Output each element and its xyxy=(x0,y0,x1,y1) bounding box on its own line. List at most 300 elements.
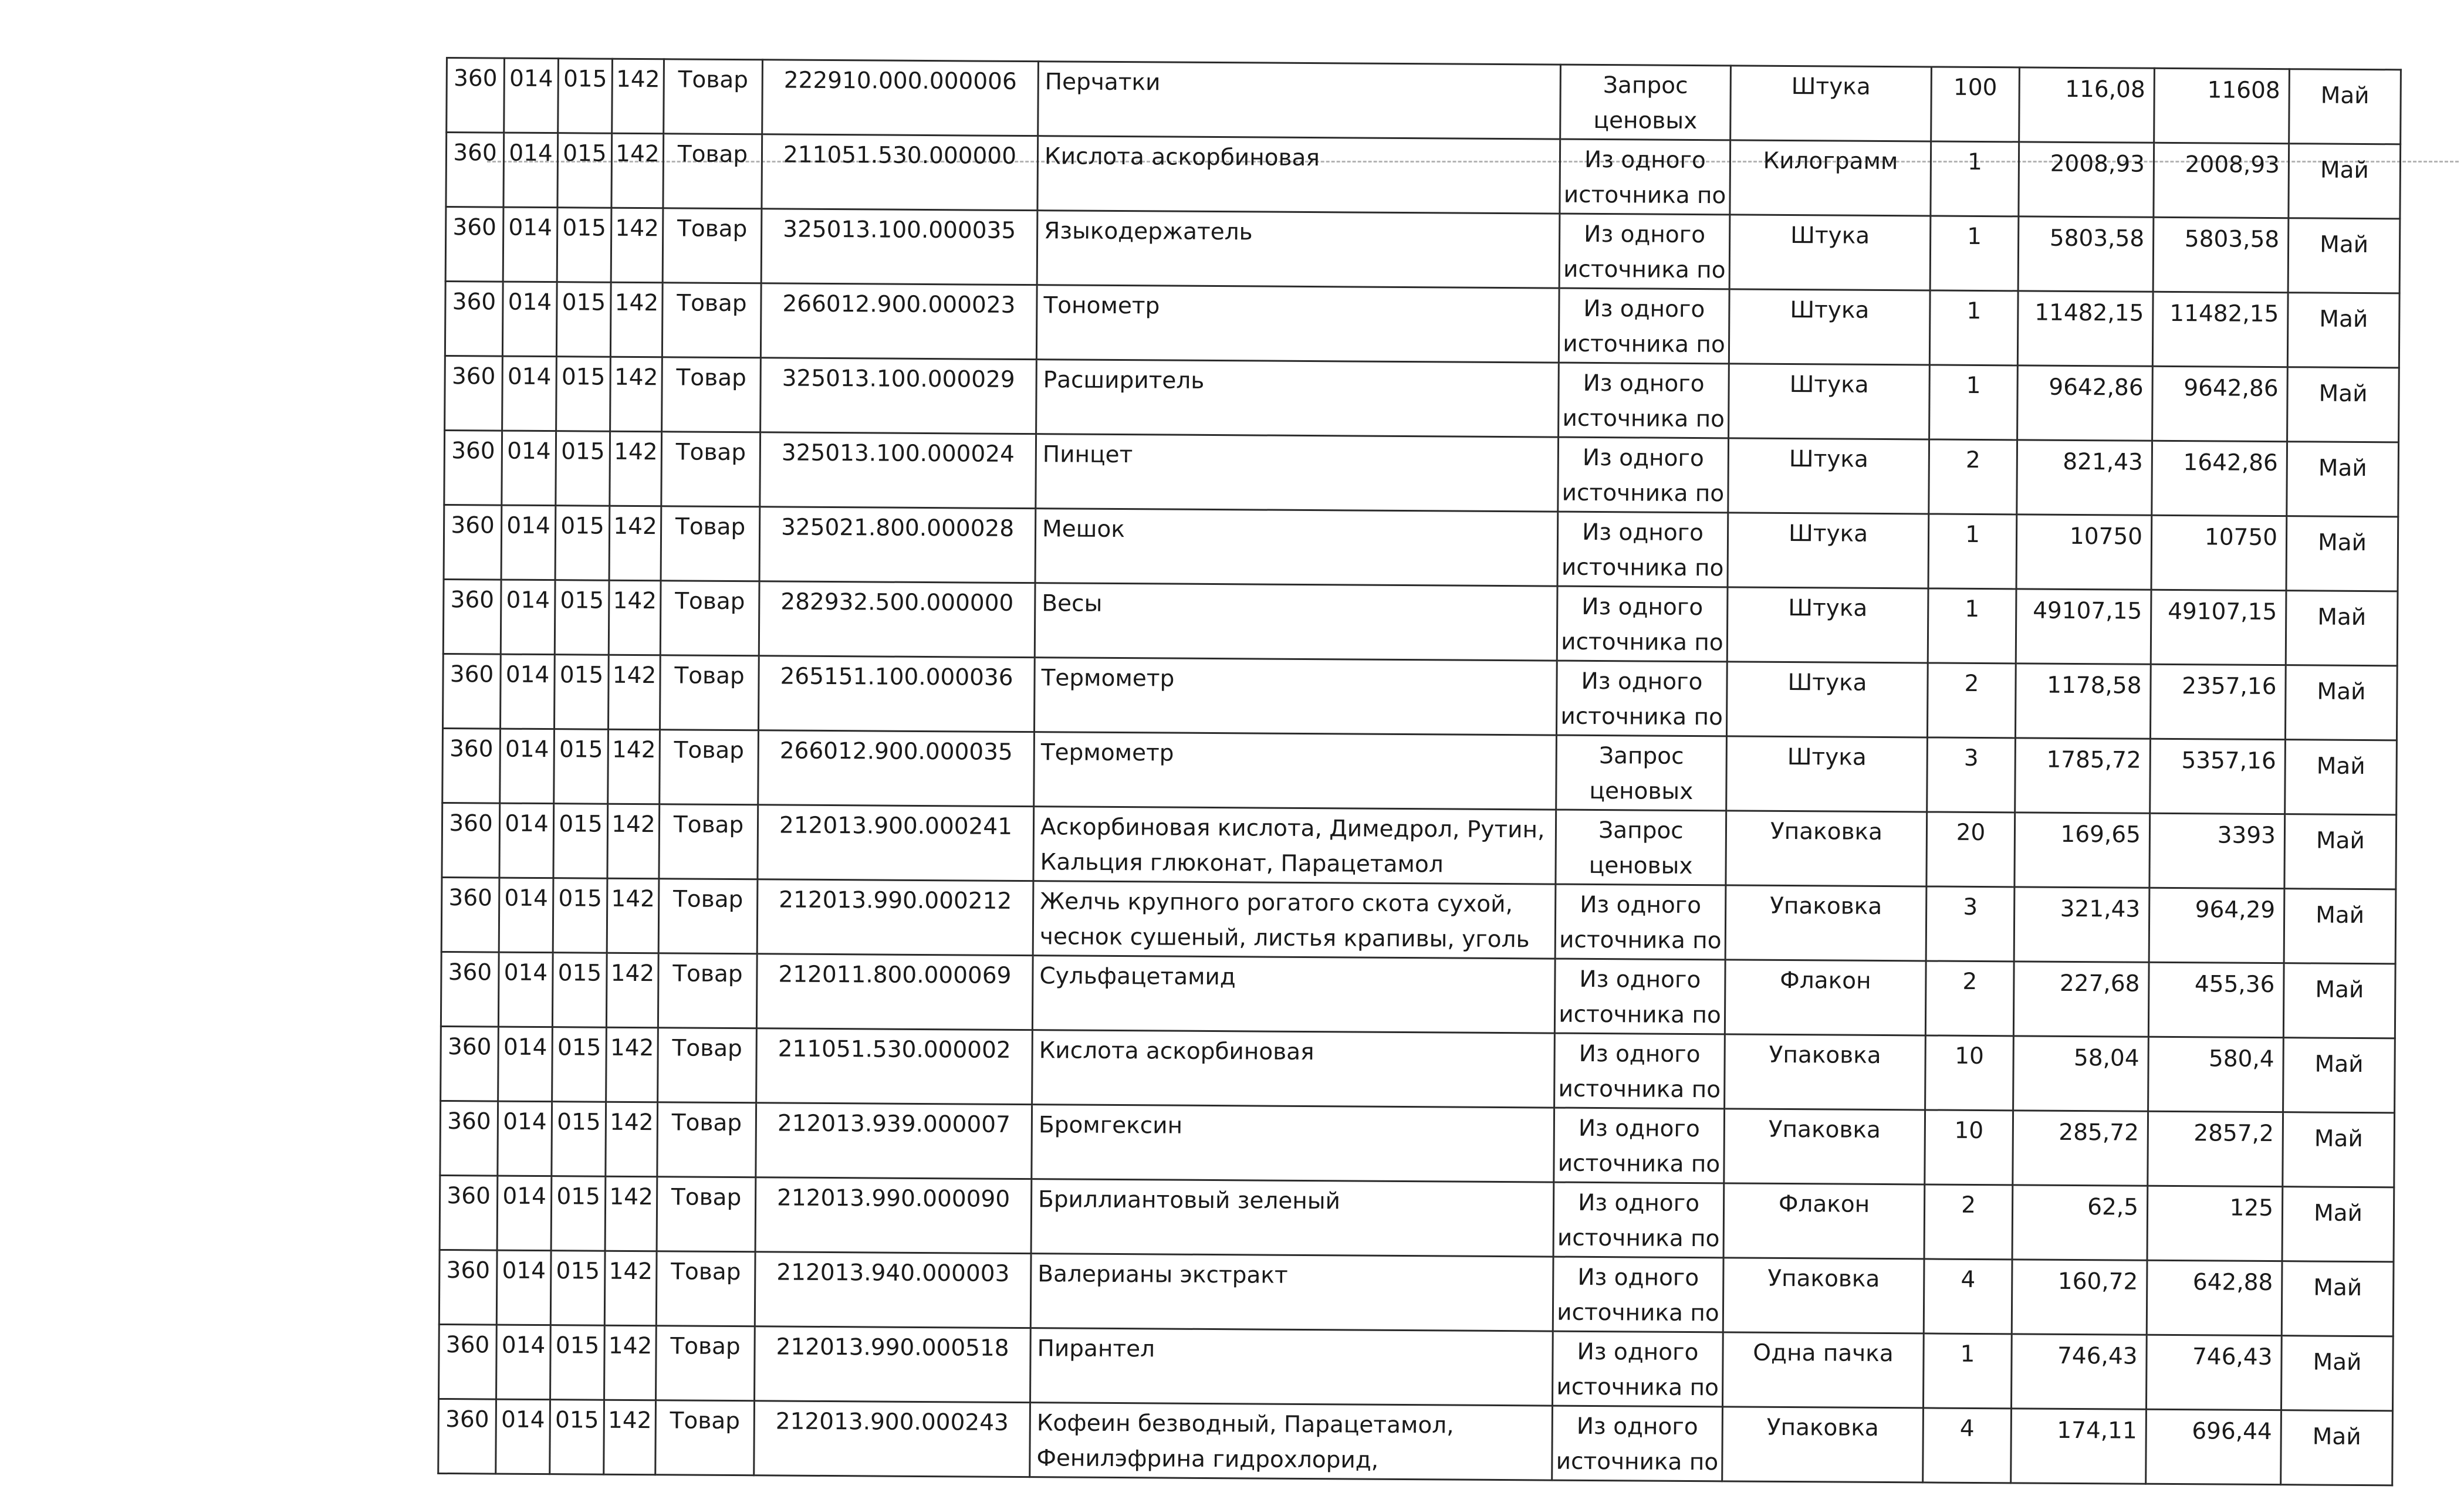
cell-procurement-method xyxy=(1560,65,1731,140)
cell-item-name xyxy=(1036,434,1559,512)
table-row xyxy=(440,1101,2395,1187)
cell-text-code: 266012.900.000035 xyxy=(779,737,1013,766)
cell-unit-price xyxy=(2017,440,2152,515)
cell-month xyxy=(2282,1187,2394,1262)
cell-code-2 xyxy=(497,1176,552,1251)
cell-text-type: Товар xyxy=(674,737,745,764)
cell-code-1 xyxy=(445,356,503,431)
cell-code-2 xyxy=(499,803,554,878)
cell-text-sum: 2357,16 xyxy=(2182,673,2277,700)
cell-text-c4: 142 xyxy=(611,736,656,764)
cell-item-code xyxy=(756,1103,1032,1179)
cell-text-c3: 015 xyxy=(557,960,602,987)
cell-text-qty: 2 xyxy=(1961,1192,1976,1219)
cell-code-3 xyxy=(557,133,612,208)
cell-code-4 xyxy=(608,729,660,804)
cell-text-method1: Из одного xyxy=(1579,966,1701,994)
cell-code-1 xyxy=(441,877,499,952)
cell-text-method2: источника по xyxy=(1557,1224,1720,1253)
cell-item-code xyxy=(762,134,1038,211)
cell-text-c1: 360 xyxy=(448,959,492,986)
cell-item-code xyxy=(762,60,1039,136)
cell-type xyxy=(659,804,758,879)
cell-text-c3: 015 xyxy=(560,513,604,540)
cell-text-price: 2008,93 xyxy=(2050,150,2145,178)
cell-item-code xyxy=(758,656,1035,732)
cell-code-3 xyxy=(552,953,607,1028)
cell-text-month: Май xyxy=(2313,1349,2362,1376)
cell-text-method1: Из одного xyxy=(1578,1189,1700,1217)
cell-type xyxy=(661,506,760,581)
cell-text-c2: 014 xyxy=(505,810,549,838)
cell-procurement-method xyxy=(1559,214,1730,289)
table-row xyxy=(444,505,2398,591)
cell-unit-price xyxy=(2011,1409,2147,1484)
cell-text-method2: ценовых xyxy=(1589,777,1694,805)
cell-text-c3: 015 xyxy=(559,811,603,838)
cell-item-code xyxy=(758,805,1034,881)
cell-code-2 xyxy=(501,654,555,729)
cell-code-3 xyxy=(553,804,608,879)
cell-item-code xyxy=(754,1401,1030,1477)
cell-code-4 xyxy=(604,1325,657,1400)
cell-code-2 xyxy=(501,505,556,580)
cell-text-method2: источника по xyxy=(1557,1299,1719,1327)
cell-month xyxy=(2289,144,2401,219)
cell-text-c3: 015 xyxy=(563,66,607,93)
cell-text-name1: Кислота аскорбиновая xyxy=(1039,1037,1314,1066)
cell-text-sum: 11482,15 xyxy=(2169,300,2279,328)
cell-procurement-method xyxy=(1558,437,1729,513)
cell-type xyxy=(662,283,761,358)
cell-text-unit: Штука xyxy=(1787,669,1867,696)
cell-text-name2: чеснок сушеный, листья крапивы, уголь xyxy=(1039,923,1530,953)
cell-month xyxy=(2281,1336,2393,1411)
cell-text-sum: 3393 xyxy=(2217,822,2276,849)
cell-text-c2: 014 xyxy=(508,289,552,316)
cell-text-method2: источника по xyxy=(1561,479,1725,507)
cell-month xyxy=(2285,740,2397,815)
cell-text-c3: 015 xyxy=(557,1034,601,1061)
cell-unit xyxy=(1728,513,1929,588)
cell-text-method1: Из одного xyxy=(1580,891,1702,919)
table-body xyxy=(438,58,2401,1485)
cell-text-name1: Бромгексин xyxy=(1038,1112,1183,1139)
cell-text-method2: ценовых xyxy=(1588,852,1693,880)
cell-code-4 xyxy=(611,208,663,283)
cell-code-2 xyxy=(496,1250,551,1325)
cell-item-code xyxy=(761,209,1037,285)
cell-text-c3: 015 xyxy=(559,662,604,689)
cell-text-c1: 360 xyxy=(446,1257,491,1284)
cell-text-name1: Аскорбиновая кислота, Димедрол, Рутин, xyxy=(1040,814,1545,844)
table-row xyxy=(442,803,2397,889)
cell-text-qty: 1 xyxy=(1966,372,1981,399)
cell-text-c3: 015 xyxy=(555,1407,599,1434)
cell-text-unit: Упаковка xyxy=(1767,1265,1880,1292)
cell-code-4 xyxy=(609,580,661,655)
cell-text-name1: Тонометр xyxy=(1043,292,1160,320)
cell-item-name xyxy=(1037,136,1560,214)
cell-unit xyxy=(1725,1034,1926,1110)
cell-text-c1: 360 xyxy=(453,140,497,167)
cell-code-4 xyxy=(604,1251,657,1326)
cell-text-c2: 014 xyxy=(502,1257,546,1285)
cell-item-name xyxy=(1034,658,1557,735)
cell-text-c1: 360 xyxy=(451,363,496,390)
cell-month xyxy=(2282,1261,2394,1336)
cell-code-2 xyxy=(496,1399,550,1474)
cell-text-month: Май xyxy=(2318,455,2367,482)
cell-text-month: Май xyxy=(2316,753,2365,780)
cell-code-1 xyxy=(444,430,502,505)
cell-quantity xyxy=(1931,67,2020,142)
cell-quantity xyxy=(1926,812,2015,887)
cell-quantity xyxy=(1927,663,2016,738)
cell-text-method1: Из одного xyxy=(1582,519,1704,547)
cell-type xyxy=(656,1251,755,1326)
cell-unit xyxy=(1723,1258,1924,1333)
cell-code-4 xyxy=(612,59,664,134)
cell-text-code: 222910.000.000006 xyxy=(783,67,1017,95)
cell-item-code xyxy=(756,954,1033,1030)
cell-text-code: 211051.530.000002 xyxy=(778,1035,1011,1064)
cell-text-c3: 015 xyxy=(561,438,605,465)
cell-item-name xyxy=(1030,1328,1553,1406)
cell-procurement-method xyxy=(1559,288,1729,364)
cell-text-method1: Из одного xyxy=(1577,1338,1699,1366)
cell-text-c2: 014 xyxy=(506,512,550,540)
cell-item-name xyxy=(1031,1179,1554,1257)
cell-total xyxy=(2151,590,2286,665)
cell-text-qty: 100 xyxy=(1953,74,1997,101)
cell-procurement-method xyxy=(1556,661,1727,736)
cell-unit xyxy=(1728,438,1929,514)
cell-text-method1: Из одного xyxy=(1578,1115,1700,1143)
cell-unit xyxy=(1726,736,1928,812)
cell-text-sum: 580,4 xyxy=(2208,1045,2274,1073)
cell-text-method2: источника по xyxy=(1556,1448,1719,1476)
cell-text-month: Май xyxy=(2312,1423,2361,1450)
cell-text-month: Май xyxy=(2320,157,2369,184)
cell-text-c4: 142 xyxy=(614,364,658,391)
cell-text-code: 265151.100.000036 xyxy=(780,663,1013,691)
cell-text-c4: 142 xyxy=(609,1258,653,1285)
cell-quantity xyxy=(1928,588,2016,664)
cell-text-price: 58,04 xyxy=(2073,1044,2139,1072)
cell-text-price: 746,43 xyxy=(2057,1342,2138,1370)
cell-text-qty: 2 xyxy=(1965,446,1980,473)
cell-text-unit: Упаковка xyxy=(1770,818,1883,845)
cell-text-qty: 4 xyxy=(1961,1266,1976,1293)
cell-code-4 xyxy=(607,804,660,879)
cell-quantity xyxy=(1926,886,2015,962)
cell-code-2 xyxy=(502,356,557,431)
cell-type xyxy=(655,1400,755,1475)
cell-text-method2: источника по xyxy=(1562,405,1725,433)
cell-text-unit: Килограмм xyxy=(1763,147,1898,175)
cell-total xyxy=(2148,1037,2284,1112)
cell-procurement-method xyxy=(1560,139,1730,215)
cell-total xyxy=(2151,515,2287,590)
table-row xyxy=(444,430,2399,516)
cell-code-2 xyxy=(498,1027,553,1102)
cell-type xyxy=(657,1177,756,1252)
cell-total xyxy=(2154,143,2289,218)
cell-text-c4: 142 xyxy=(609,1183,653,1211)
cell-month xyxy=(2283,963,2395,1038)
cell-code-1 xyxy=(441,952,499,1027)
cell-type xyxy=(663,134,762,209)
cell-text-qty: 3 xyxy=(1963,744,1979,771)
cell-text-sum: 2857,2 xyxy=(2193,1120,2274,1148)
cell-text-month: Май xyxy=(2315,976,2364,1003)
cell-text-c3: 015 xyxy=(562,289,606,316)
cell-text-c4: 142 xyxy=(610,960,655,987)
cell-total xyxy=(2146,1335,2282,1410)
cell-procurement-method xyxy=(1557,586,1728,662)
cell-code-3 xyxy=(550,1325,605,1400)
cell-text-c3: 015 xyxy=(556,1183,600,1210)
cell-item-code xyxy=(758,730,1035,807)
cell-text-c4: 142 xyxy=(615,215,660,242)
cell-code-1 xyxy=(443,579,501,654)
cell-text-sum: 455,36 xyxy=(2194,971,2275,999)
cell-text-method2: ценовых xyxy=(1593,107,1698,135)
cell-text-qty: 10 xyxy=(1954,1117,1984,1145)
cell-procurement-method xyxy=(1552,1331,1723,1407)
cell-text-month: Май xyxy=(2317,604,2367,631)
cell-month xyxy=(2289,69,2401,144)
cell-unit xyxy=(1725,885,1926,961)
cell-text-unit: Штука xyxy=(1787,743,1867,771)
cell-text-sum: 49107,15 xyxy=(2168,598,2277,626)
cell-text-c4: 142 xyxy=(607,1407,652,1434)
cell-unit xyxy=(1729,215,1931,290)
cell-code-3 xyxy=(550,1251,605,1326)
table-row xyxy=(439,1324,2394,1410)
cell-text-sum: 642,88 xyxy=(2192,1269,2273,1297)
table-row xyxy=(443,654,2398,740)
cell-item-code xyxy=(761,283,1037,360)
cell-unit xyxy=(1722,1332,1924,1408)
cell-text-name1: Сульфацетамид xyxy=(1039,963,1236,991)
cell-total xyxy=(2150,739,2286,814)
cell-code-1 xyxy=(440,1101,498,1176)
cell-type xyxy=(660,655,759,730)
cell-text-type: Товар xyxy=(672,960,743,988)
cell-code-2 xyxy=(498,1101,552,1176)
cell-text-price: 227,68 xyxy=(2059,970,2140,997)
cell-text-method1: Запрос xyxy=(1598,743,1684,770)
cell-text-c4: 142 xyxy=(608,1332,653,1360)
cell-text-c2: 014 xyxy=(507,363,552,391)
cell-text-name1: Валерианы экстракт xyxy=(1037,1261,1288,1289)
cell-text-method2: источника по xyxy=(1561,554,1724,582)
cell-text-unit: Флакон xyxy=(1780,967,1871,994)
cell-code-3 xyxy=(552,1027,607,1102)
cell-text-sum: 964,29 xyxy=(2195,896,2276,924)
cell-text-c1: 360 xyxy=(450,587,495,614)
cell-item-code xyxy=(756,1028,1033,1105)
cell-month xyxy=(2283,1112,2395,1187)
cell-unit xyxy=(1727,587,1928,663)
cell-text-name1: Кофеин безводный, Парацетамол, xyxy=(1036,1410,1454,1439)
cell-text-name1: Языкодержатель xyxy=(1044,218,1253,246)
table-row xyxy=(443,579,2398,665)
cell-text-method2: источника по xyxy=(1559,926,1722,955)
cell-code-4 xyxy=(611,133,664,208)
cell-code-4 xyxy=(610,282,663,357)
cell-total xyxy=(2150,664,2286,739)
cell-unit xyxy=(1726,811,1927,886)
cell-text-month: Май xyxy=(2313,1274,2362,1301)
cell-code-2 xyxy=(501,580,555,655)
cell-text-sum: 9642,86 xyxy=(2184,375,2279,402)
cell-procurement-method xyxy=(1556,810,1726,885)
cell-text-c2: 014 xyxy=(503,1034,547,1061)
cell-text-price: 11482,15 xyxy=(2034,299,2144,327)
cell-text-month: Май xyxy=(2313,1200,2363,1227)
cell-item-code xyxy=(761,358,1037,434)
cell-code-1 xyxy=(444,505,502,580)
cell-text-month: Май xyxy=(2314,1051,2364,1078)
cell-item-name xyxy=(1035,583,1557,661)
cell-text-method2: источника по xyxy=(1558,1075,1721,1104)
cell-text-type: Товар xyxy=(671,1109,742,1137)
cell-code-2 xyxy=(499,878,553,953)
cell-code-3 xyxy=(555,506,610,581)
cell-text-price: 62,5 xyxy=(2087,1194,2139,1221)
cell-text-month: Май xyxy=(2317,529,2367,557)
table-row xyxy=(447,58,2401,144)
cell-text-method1: Из одного xyxy=(1579,1040,1701,1068)
cell-text-name1: Пинцет xyxy=(1042,441,1133,469)
cell-text-c1: 360 xyxy=(452,289,496,316)
cell-type xyxy=(658,879,758,954)
cell-type xyxy=(660,730,759,805)
cell-unit xyxy=(1726,662,1928,737)
cell-unit-price xyxy=(2019,142,2154,217)
cell-unit-price xyxy=(2017,365,2153,441)
cell-text-unit: Штука xyxy=(1790,222,1870,249)
cell-text-unit: Флакон xyxy=(1778,1190,1870,1218)
cell-month xyxy=(2283,1038,2395,1113)
cell-text-method1: Из одного xyxy=(1576,1413,1698,1441)
cell-procurement-method xyxy=(1554,959,1725,1034)
cell-text-c2: 014 xyxy=(501,1406,545,1434)
cell-item-name xyxy=(1033,881,1556,959)
cell-text-unit: Штука xyxy=(1789,371,1869,398)
cell-code-1 xyxy=(446,133,504,208)
cell-code-4 xyxy=(606,1027,658,1102)
cell-month xyxy=(2286,516,2398,591)
cell-text-c2: 014 xyxy=(504,885,549,912)
cell-text-c4: 142 xyxy=(611,811,655,838)
cell-procurement-method xyxy=(1559,363,1729,438)
cell-quantity xyxy=(1923,1333,2012,1409)
cell-code-4 xyxy=(609,506,661,581)
cell-text-code: 212011.800.000069 xyxy=(778,961,1012,989)
cell-text-c2: 014 xyxy=(507,438,551,465)
cell-text-month: Май xyxy=(2316,902,2365,929)
cell-text-type: Товар xyxy=(671,1258,741,1286)
cell-text-sum: 746,43 xyxy=(2192,1343,2273,1371)
cell-text-c3: 015 xyxy=(557,1109,601,1136)
cell-text-name1: Весы xyxy=(1042,590,1103,617)
cell-text-name1: Кислота аскорбиновая xyxy=(1044,143,1320,172)
table-row xyxy=(442,728,2397,814)
cell-code-1 xyxy=(441,1026,499,1101)
cell-text-type: Товар xyxy=(676,364,746,392)
cell-text-qty: 1 xyxy=(1967,223,1982,250)
cell-text-qty: 1 xyxy=(1967,148,1982,175)
procurement-table xyxy=(437,57,2402,1486)
cell-code-1 xyxy=(443,654,501,729)
cell-text-type: Товар xyxy=(671,1184,742,1211)
cell-text-qty: 20 xyxy=(1956,819,1986,847)
cell-total xyxy=(2154,68,2290,143)
cell-text-method2: источника по xyxy=(1563,181,1726,209)
cell-procurement-method xyxy=(1554,1108,1725,1183)
cell-code-3 xyxy=(556,431,610,506)
cell-text-c3: 015 xyxy=(556,1258,600,1285)
cell-code-1 xyxy=(438,1399,496,1474)
cell-type xyxy=(657,1102,756,1177)
cell-text-type: Товар xyxy=(674,662,745,690)
table-row xyxy=(441,877,2396,963)
cell-text-code: 212013.900.000243 xyxy=(775,1408,1009,1436)
cell-text-price: 821,43 xyxy=(2063,448,2143,476)
cell-text-c2: 014 xyxy=(509,140,553,167)
cell-quantity xyxy=(1923,1408,2012,1483)
cell-text-method1: Из одного xyxy=(1583,295,1705,323)
cell-unit-price xyxy=(2019,67,2155,143)
cell-text-unit: Штука xyxy=(1788,520,1868,547)
cell-text-sum: 1642,86 xyxy=(2183,449,2278,477)
cell-month xyxy=(2285,665,2397,740)
cell-procurement-method xyxy=(1556,735,1727,811)
cell-code-4 xyxy=(610,431,662,506)
cell-text-code: 212013.990.000090 xyxy=(776,1184,1010,1213)
cell-text-method1: Из одного xyxy=(1581,668,1703,696)
cell-code-1 xyxy=(439,1324,497,1399)
cell-text-c2: 014 xyxy=(505,736,549,763)
cell-unit xyxy=(1724,1109,1925,1184)
cell-code-2 xyxy=(504,58,559,133)
cell-text-method2: источника по xyxy=(1563,256,1726,284)
cell-text-qty: 2 xyxy=(1962,968,1978,995)
cell-text-code: 212013.900.000241 xyxy=(779,812,1013,840)
cell-code-3 xyxy=(554,729,609,804)
cell-text-method1: Из одного xyxy=(1584,146,1706,174)
cell-text-qty: 1 xyxy=(1965,595,1980,622)
cell-code-4 xyxy=(609,655,661,730)
cell-text-c3: 015 xyxy=(558,885,603,912)
cell-text-price: 160,72 xyxy=(2057,1268,2138,1295)
cell-text-month: Май xyxy=(2314,1125,2363,1152)
cell-code-1 xyxy=(440,1175,498,1250)
cell-quantity xyxy=(1925,1110,2013,1185)
cell-total xyxy=(2148,962,2284,1037)
cell-code-3 xyxy=(552,1102,606,1177)
cell-text-c3: 015 xyxy=(562,215,607,242)
cell-text-c4: 142 xyxy=(616,66,660,93)
cell-item-code xyxy=(759,581,1035,658)
cell-text-type: Товар xyxy=(677,215,748,243)
cell-text-unit: Упаковка xyxy=(1766,1414,1879,1441)
cell-month xyxy=(2286,591,2398,666)
